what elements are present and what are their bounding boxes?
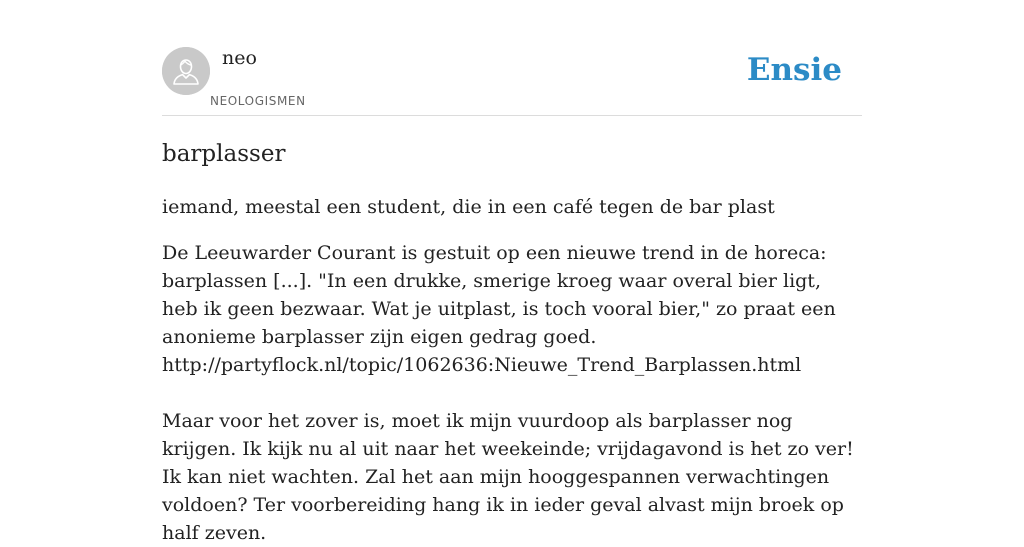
entry-term: barplasser [162, 141, 286, 167]
author-name[interactable]: neo [222, 47, 257, 69]
entry-example: De Leeuwarder Courant is gestuit op een nieuwe trend in de horeca: barplassen [...]. "In een drukke, smerige kroeg waar overal bier ligt, heb ik geen bezwaar. Wat je uitplast, is toch vooral bier," zo praat een anonieme barplasser zijn eigen gedrag goed. http://partyflock.nl/topic/1062636:Nieuwe_Trend_Barplassen.html Maar voor het zover is, moet ik mijn vuurdoop als barplasser nog krijgen. Ik kijk nu al uit naar het weekeinde; vrijdagavond is het zo ver! Ik kan niet wachten. Zal het aan mijn hooggespannen verwachtingen voldoen? Ter voorbereiding hang ik in ieder geval alvast mijn broek op half zeven. [162, 242, 854, 544]
user-silhouette-icon [162, 47, 210, 95]
category-link[interactable]: NEOLOGISMEN [210, 94, 306, 108]
entry-definition: iemand, meestal een student, die in een café tegen de bar plast [162, 196, 775, 218]
entry-header [162, 0, 862, 116]
entry-card [162, 0, 862, 544]
avatar[interactable] [162, 47, 210, 95]
brand-logo[interactable]: Ensie [746, 52, 842, 88]
